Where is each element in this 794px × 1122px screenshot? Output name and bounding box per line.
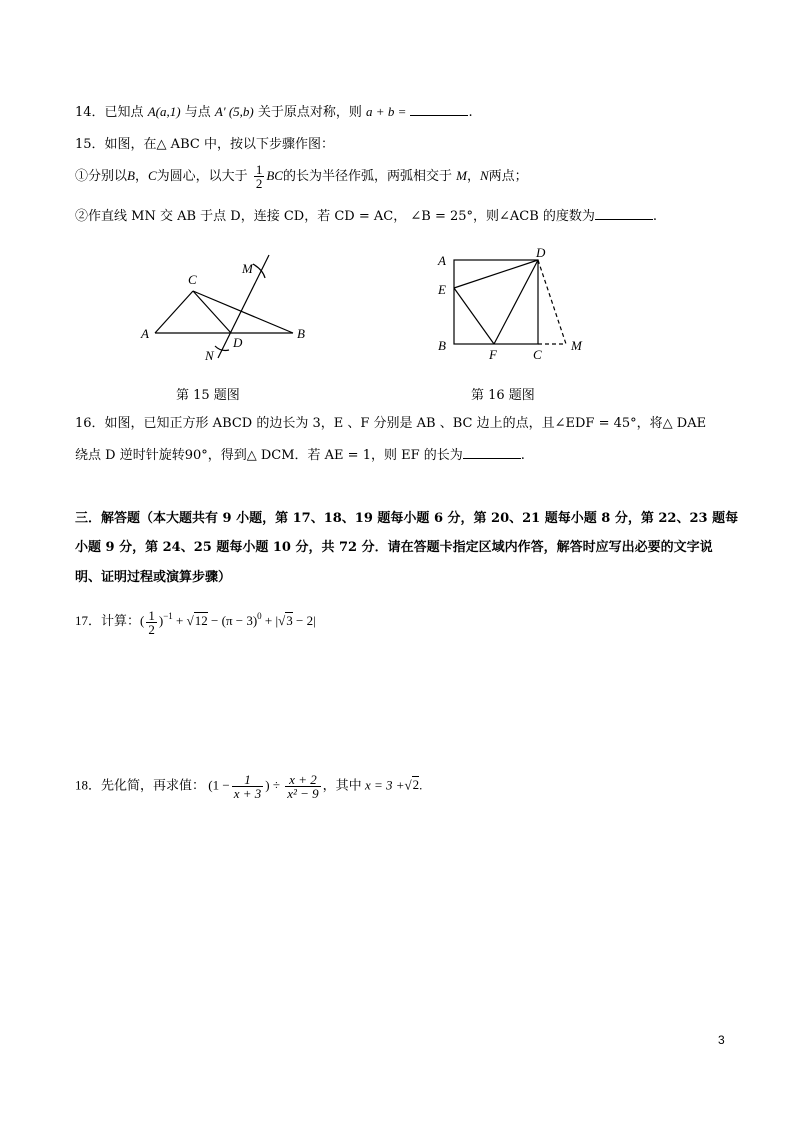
question-16-line2: 绕点 D 逆时针旋转90°，得到△ DCM．若 AE = 1，则 EF 的长为 . — [75, 448, 525, 463]
question-15-intro: 15．如图，在△ ABC 中，按以下步骤作图： — [75, 137, 334, 152]
question-number: 17． — [75, 613, 102, 628]
question-number: 15． — [75, 137, 105, 152]
label-D: D — [536, 248, 546, 260]
section-3-header-line1: 三．解答题（本大题共有 9 小题，第 17、18、19 题每小题 6 分，第 20、21 题每小题 8 分，第 22、23 题每 — [75, 511, 739, 526]
answer-blank — [410, 103, 468, 116]
label-D: D — [233, 335, 243, 350]
figure-16-diagram — [432, 248, 592, 366]
figure-16-caption: 第 16 题图 — [471, 388, 535, 403]
question-number: 14． — [75, 105, 105, 120]
label-F: F — [489, 347, 497, 362]
question-14: 14．已知点 A(a,1) 与点 A' (5,b) 关于原点对称，则 a + b = . — [75, 104, 473, 120]
segment-AC — [155, 291, 193, 333]
segment-CD — [193, 291, 231, 333]
fraction: $\frac{1}{2}$ — [255, 162, 263, 191]
label-N: N — [205, 348, 214, 363]
fraction: $\frac{1}{x + 3}$ — [233, 772, 262, 801]
label-A: A — [141, 326, 149, 341]
section-3-header-line2: 小题 9 分，第 24、25 题每小题 10 分，共 72 分．请在答题卡指定区域内作答，解答时应写出必要的文字说 — [75, 540, 713, 555]
question-16-line1: 16．如图，已知正方形 ABCD 的边长为 3，E 、F 分别是 AB 、BC 边上的点，且∠EDF = 45°，将△ DAE — [75, 416, 707, 431]
question-15-step1: ①分别以B，C为圆心，以大于 $\frac{1}{2}$ BC的长为半径作弧，两弧相交于 M，N两点； — [75, 162, 528, 191]
question-number: 18． — [75, 777, 102, 793]
label-M: M — [571, 338, 582, 353]
page-number: 3 — [718, 1033, 725, 1047]
answer-blank — [595, 207, 653, 220]
figure-15-diagram — [135, 250, 315, 368]
figure-15-caption: 第 15 题图 — [176, 388, 240, 403]
question-15-step2: ②作直线 MN 交 AB 于点 D，连接 CD，若 CD = AC， ∠B = 25°，则∠ACB 的度数为 . — [75, 209, 658, 224]
section-3-header-line3: 明、证明过程或演算步骤） — [75, 570, 232, 585]
fraction: $\frac{1}{2}$ — [148, 607, 155, 637]
label-B: B — [297, 326, 305, 341]
square-ABCD — [454, 260, 538, 344]
segment-CB — [193, 291, 293, 333]
label-C: C — [188, 272, 197, 287]
question-number: 16． — [75, 416, 105, 431]
label-C: C — [533, 347, 542, 362]
label-B: B — [438, 338, 446, 353]
label-M: M — [242, 261, 253, 276]
segment-DM — [538, 260, 566, 344]
arc-N — [215, 346, 229, 351]
fraction: $\frac{x + 2}{\text{x² − 9}}$ — [287, 772, 319, 801]
answer-blank — [463, 446, 521, 459]
label-E: E — [438, 282, 446, 297]
segment-EF — [454, 288, 494, 344]
question-18: 18．先化简，再求值： (1 − $\frac{1}{x + 3}$ ) ÷ $\frac{x + 2}{\text{x² − 9}}$ ，其中 x = 3 +√2. — [75, 772, 423, 801]
question-17: 17．计算：( $\frac{1}{2}$ )$^{-1} + √12 - (\pi - 3)^0 + |√3 - 2|$ — [75, 607, 316, 637]
label-A: A — [438, 253, 446, 268]
